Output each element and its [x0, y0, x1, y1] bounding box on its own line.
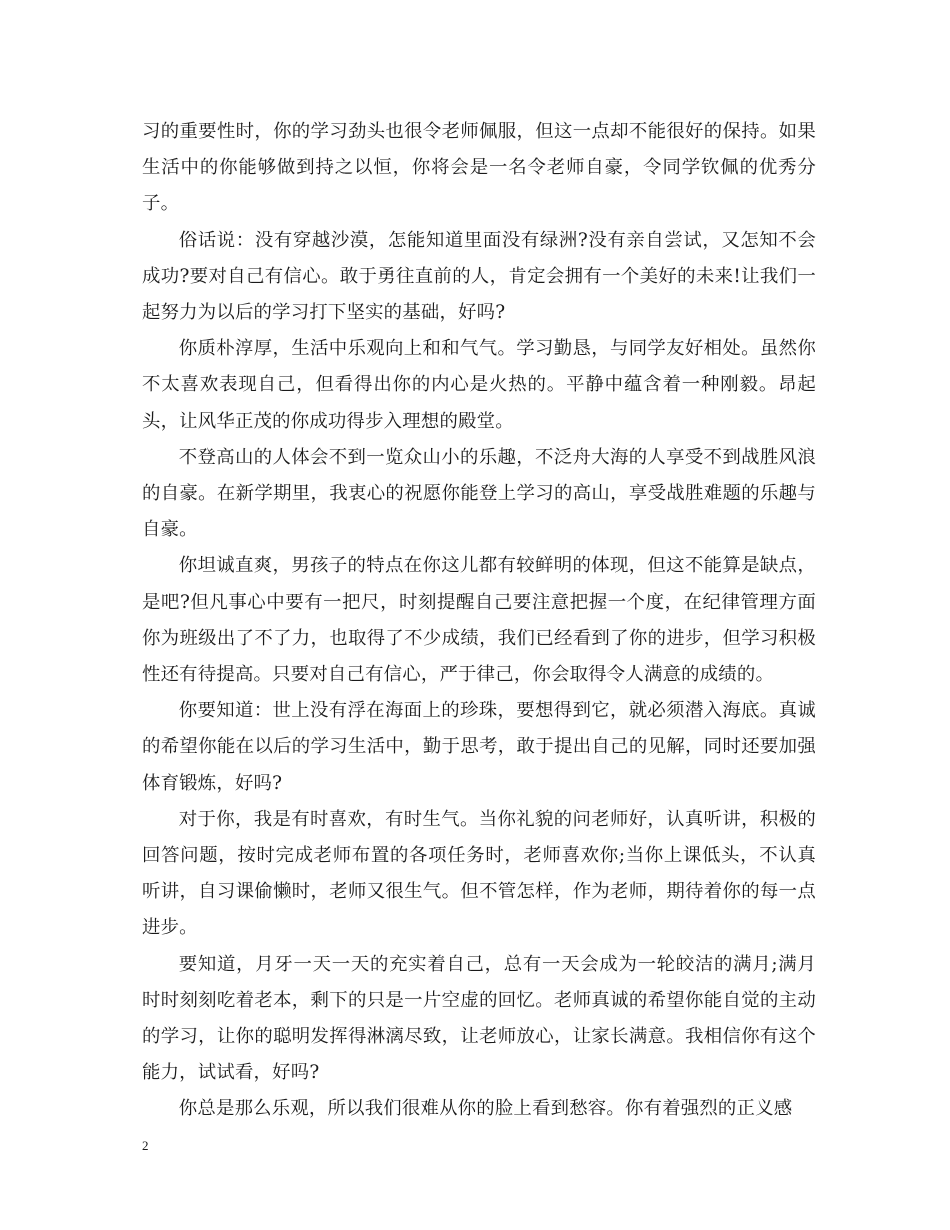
paragraph-8: 要知道，月牙一天一天的充实着自己，总有一天会成为一轮皎洁的满月;满月时时刻刻吃着老本，剩下的只是一片空虚的回忆。老师真诚的希望你能自觉的主动的学习，让你的聪明发挥得淋漓尽致，让老师放心，让家长满意。我相信你有这个能力，试试看，好吗? [142, 953, 816, 1084]
paragraph-6: 你要知道：世上没有浮在海面上的珍珠，要想得到它，就必须潜入海底。真诚的希望你能在以后的学习生活中，勤于思考，敢于提出自己的见解，同时还要加强体育锻炼，好吗? [142, 700, 816, 794]
paragraph-1: 习的重要性时，你的学习劲头也很令老师佩服，但这一点却不能很好的保持。如果生活中的你能够做到持之以恒，你将会是一名令老师自豪，令同学钦佩的优秀分子。 [142, 121, 816, 215]
paragraph-7: 对于你，我是有时喜欢，有时生气。当你礼貌的问老师好，认真听讲，积极的回答问题，按时完成老师布置的各项任务时，老师喜欢你;当你上课低头，不认真听讲，自习课偷懒时，老师又很生气。但不管怎样，作为老师，期待着你的每一点进步。 [142, 808, 816, 939]
paragraph-5: 你坦诚直爽，男孩子的特点在你这儿都有较鲜明的体现，但这不能算是缺点，是吧?但凡事心中要有一把尺，时刻提醒自己要注意把握一个度，在纪律管理方面你为班级出了不了力，也取得了不少成绩，我们已经看到了你的进步，但学习积极性还有待提高。只要对自己有信心，严于律己，你会取得令人满意的成绩的。 [142, 555, 816, 686]
paragraph-2: 俗话说：没有穿越沙漠，怎能知道里面没有绿洲?没有亲自尝试，又怎知不会成功?要对自己有信心。敢于勇往直前的人，肯定会拥有一个美好的未来!让我们一起努力为以后的学习打下坚实的基础，好吗? [142, 229, 816, 324]
paragraph-9: 你总是那么乐观，所以我们很难从你的脸上看到愁容。你有着强烈的正义感 [178, 1098, 793, 1120]
page-number: 2 [142, 1138, 149, 1153]
body-text [142, 114, 816, 1128]
paragraph-3: 你质朴淳厚，生活中乐观向上和和气气。学习勤恳，与同学友好相处。虽然你不太喜欢表现自己，但看得出你的内心是火热的。平静中蕴含着一种刚毅。昂起头，让风华正茂的你成功得步入理想的殿堂。 [142, 338, 816, 432]
paragraph-4: 不登高山的人体会不到一览众山小的乐趣，不泛舟大海的人享受不到战胜风浪的自豪。在新学期里，我衷心的祝愿你能登上学习的高山，享受战胜难题的乐趣与自豪。 [142, 446, 816, 541]
